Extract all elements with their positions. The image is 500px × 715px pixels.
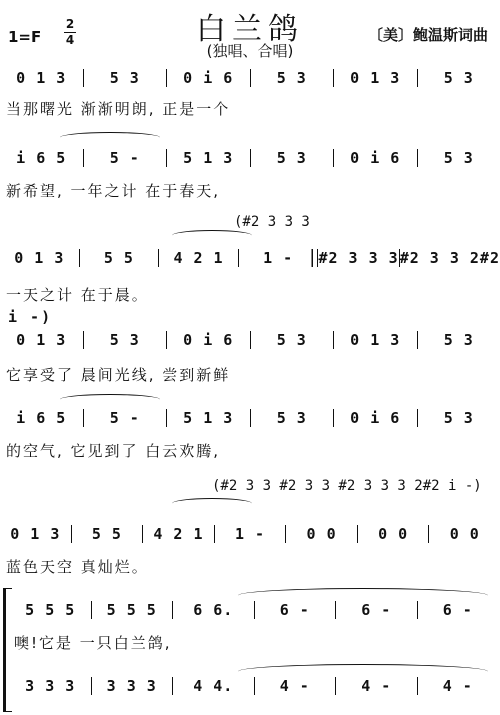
lyrics-line: 新希望, 一年之计 在于春天, xyxy=(6,182,221,200)
measure: 0 0 xyxy=(285,525,357,543)
ornament-phrase: (#2 3 3 3 xyxy=(234,214,310,230)
measure: 4 2 1 xyxy=(142,525,214,543)
measure: 5 5 xyxy=(79,249,159,267)
measure: 6 - xyxy=(417,601,499,619)
measure: 0 1 3 xyxy=(333,331,417,349)
measure: 5 5 5 xyxy=(25,601,76,619)
score-system-7-lower xyxy=(10,674,498,698)
lyrics-line: 一天之计 在于晨。 xyxy=(6,286,149,304)
measure: 0 1 3 xyxy=(14,249,65,267)
lyrics-line: 噢!它是 一只白兰鸽, xyxy=(14,634,172,652)
score-system-6 xyxy=(0,522,500,546)
rest-phrase: i -) xyxy=(8,308,53,326)
measure: 0 i 6 xyxy=(333,409,417,427)
measure: 5 5 xyxy=(71,525,143,543)
measure: 5 3 xyxy=(250,409,334,427)
lyrics-line: 的空气, 它见到了 白云欢腾, xyxy=(6,442,221,460)
song-credit: 〔美〕鲍温斯词曲 xyxy=(367,26,488,44)
measure: 5 3 xyxy=(417,331,500,349)
ornament-phrase: (#2 3 3 #2 3 3 #2 3 3 3 2#2 i -) xyxy=(212,478,482,494)
measure: 3 3 3 xyxy=(91,677,173,695)
measure: 5 1 3 xyxy=(166,149,250,167)
measure: 5 3 xyxy=(417,69,500,87)
score-system-5 xyxy=(0,406,500,430)
measure: 6 - xyxy=(254,601,336,619)
measure: 0 0 xyxy=(357,525,429,543)
measure: 5 1 3 xyxy=(166,409,250,427)
measure: 0 i 6 xyxy=(333,149,417,167)
measure: 0 0 xyxy=(428,525,500,543)
measure: i 6 5 xyxy=(16,149,67,167)
measure: 5 3 xyxy=(250,149,334,167)
lyrics-line: 它享受了 晨间光线, 尝到新鲜 xyxy=(6,366,231,384)
measure: 5 3 xyxy=(417,409,500,427)
measure: 4 - xyxy=(335,677,417,695)
score-system-3 xyxy=(0,246,500,270)
measure: 6 - xyxy=(335,601,417,619)
measure: 0 i 6 xyxy=(166,331,250,349)
song-title: 白兰鸽 xyxy=(196,12,304,47)
time-signature-bottom: 4 xyxy=(65,33,75,47)
measure: 0 1 3 xyxy=(16,69,67,87)
score-system-4 xyxy=(0,328,500,352)
measure: 5 - xyxy=(83,409,167,427)
lyrics-line: 蓝色天空 真灿烂。 xyxy=(6,558,149,576)
time-signature-top: 2 xyxy=(65,17,75,31)
measure: 0 1 3 xyxy=(16,331,67,349)
measure: 4 - xyxy=(254,677,336,695)
measure: 1 - xyxy=(214,525,286,543)
measure: 5 3 xyxy=(83,331,167,349)
slur xyxy=(60,394,160,405)
measure: 4 2 1 xyxy=(158,249,238,267)
score-system-2 xyxy=(0,146,500,170)
measure: #2 3 3 3 xyxy=(318,249,399,267)
measure: #2 3 3 2#2 xyxy=(399,249,500,267)
measure: 3 3 3 xyxy=(25,677,76,695)
key-signature: 1=F xyxy=(8,28,42,46)
slur xyxy=(172,230,252,241)
measure: i 6 5 xyxy=(16,409,67,427)
score-system-7-upper xyxy=(10,598,498,622)
measure: 5 3 xyxy=(250,331,334,349)
lyrics-line: 当那曙光 渐渐明朗, 正是一个 xyxy=(6,100,231,118)
measure: 1 - xyxy=(238,249,318,267)
measure: 5 - xyxy=(83,149,167,167)
measure: 6 6. xyxy=(172,601,254,619)
measure: 0 1 3 xyxy=(333,69,417,87)
measure: 5 3 xyxy=(83,69,167,87)
measure: 4 - xyxy=(417,677,499,695)
slur xyxy=(60,132,160,143)
measure: 5 5 5 xyxy=(91,601,173,619)
measure: 0 1 3 xyxy=(10,525,61,543)
score-system-1 xyxy=(0,66,500,90)
slur xyxy=(172,498,252,509)
song-subtitle: (独唱、合唱) xyxy=(206,42,294,60)
measure: 0 i 6 xyxy=(166,69,250,87)
measure: 5 3 xyxy=(417,149,500,167)
measure: 4 4. xyxy=(172,677,254,695)
measure: 5 3 xyxy=(250,69,334,87)
